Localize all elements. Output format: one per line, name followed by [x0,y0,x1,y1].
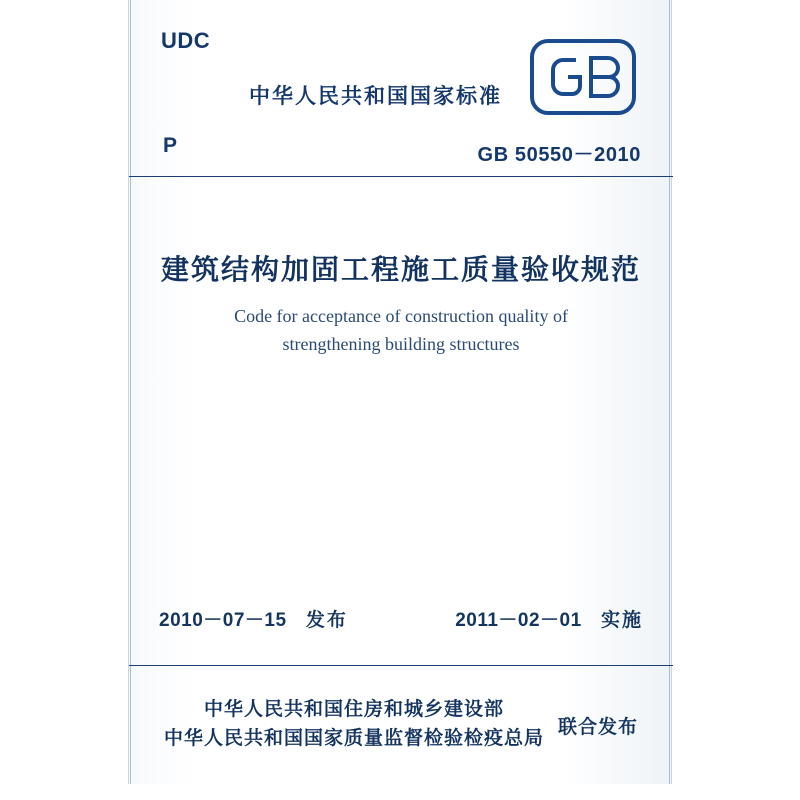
category-mark: P [163,134,178,157]
publisher-names [164,695,544,753]
right-border-rule [669,0,670,784]
national-standard-label: 中华人民共和国国家标准 [249,85,502,108]
issue-date-group [159,605,348,632]
issue-label: 发布 [305,610,348,631]
left-border-rule [130,0,131,784]
gb-logo-icon [529,38,637,116]
udc-label: UDC [161,28,211,53]
subtitle-line-2: strengthening building structures [282,334,520,354]
standard-code: GB 50550－2010 [477,144,641,166]
joint-release-label: 联合发布 [558,716,639,738]
page-title: 建筑结构加固工程施工质量验收规范 [160,254,641,285]
header-divider [129,176,673,177]
footer-divider [129,665,673,666]
publishers-block [129,695,673,753]
issue-date: 2010－07－15 [159,610,287,631]
page-subtitle [129,302,673,358]
publisher-line-1: 中华人民共和国住房和城乡建设部 [203,699,504,720]
dates-row [129,605,673,632]
effective-label: 实施 [600,610,643,631]
effective-date: 2011－02－01 [455,610,582,631]
publisher-line-2: 中华人民共和国国家质量监督检验检疫总局 [163,728,544,749]
standard-cover-page [128,0,672,784]
effective-date-group [455,605,643,632]
subtitle-line-1: Code for acceptance of construction quality of [234,306,568,326]
